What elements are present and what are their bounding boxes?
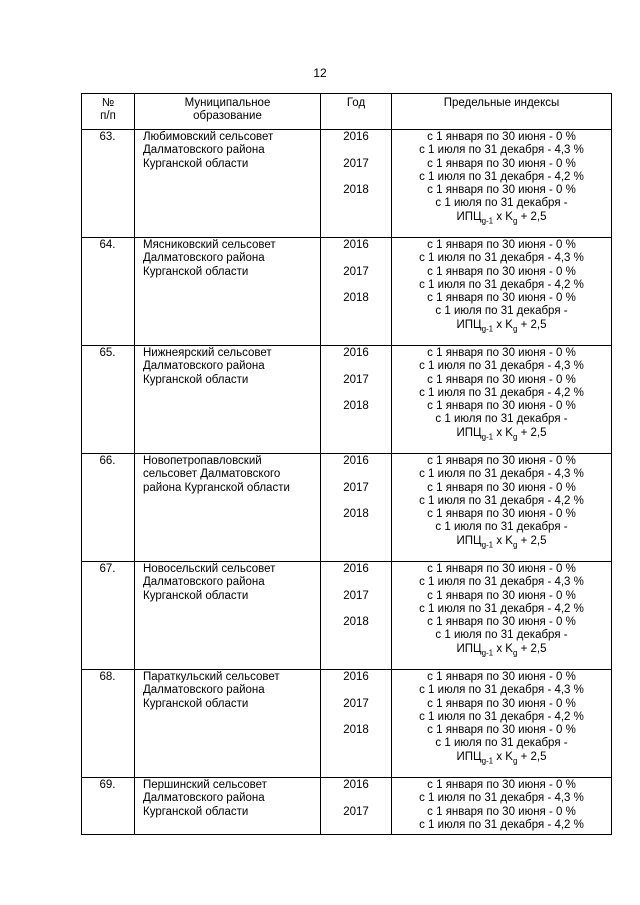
year-2017: 2017: [343, 157, 369, 170]
municipality-name-line3: Курганской области: [143, 697, 249, 710]
table-row: [82, 346, 612, 454]
index-jul-dec-2017: с 1 июля по 31 декабря - 4,2 %: [419, 494, 584, 507]
year-cell: [321, 562, 392, 670]
index-jan-jun-2017: с 1 января по 30 июня - 0 %: [427, 373, 576, 386]
formula-ipc: ИПЦ: [456, 426, 482, 439]
index-jan-jun-2018: с 1 января по 30 июня - 0 %: [427, 184, 576, 197]
municipality-name-line2: Далматовского района: [143, 684, 265, 697]
row-number: 69.: [82, 778, 135, 835]
formula-tail: + 2,5: [517, 642, 547, 655]
municipality-name-line2: Далматовского района: [143, 252, 265, 265]
index-formula: [395, 643, 608, 656]
index-jan-jun-2016: с 1 января по 30 июня - 0 %: [427, 131, 576, 143]
year-spacer: [324, 171, 388, 184]
index-jul-dec-2016: с 1 июля по 31 декабря - 4,3 %: [419, 684, 584, 697]
formula-tail: + 2,5: [517, 210, 547, 223]
municipality-name-line3: Курганской области: [143, 157, 249, 170]
year-2018: 2018: [343, 724, 369, 737]
row-number: 64.: [82, 238, 135, 346]
municipality-name-line1: Новопетропавловский: [143, 455, 262, 467]
municipality-name: [135, 454, 321, 562]
year-2018: 2018: [343, 616, 369, 629]
year-spacer: [324, 603, 388, 616]
formula-k-subscript: g: [512, 756, 518, 766]
index-jan-jun-2017: с 1 января по 30 июня - 0 %: [427, 481, 576, 494]
index-jul-dec-2016: с 1 июля по 31 декабря - 4,3 %: [419, 576, 584, 589]
index-jan-jun-2016: с 1 января по 30 июня - 0 %: [427, 671, 576, 683]
formula-ipc: ИПЦ: [456, 210, 482, 223]
formula-tail: + 2,5: [517, 318, 547, 331]
table-header-row: [82, 94, 612, 130]
index-jan-jun-2016: с 1 января по 30 июня - 0 %: [427, 239, 576, 251]
formula-k-subscript: g: [512, 216, 518, 226]
index-jan-jun-2018: с 1 января по 30 июня - 0 %: [427, 724, 576, 737]
formula-k-subscript: g: [512, 540, 518, 550]
index-jul-dec-2018: с 1 июля по 31 декабря -: [435, 629, 568, 642]
year-spacer: [324, 279, 388, 292]
indices-cell: [392, 346, 612, 454]
municipality-name-line1: Новосельский сельсовет: [143, 563, 276, 575]
index-jan-jun-2017: с 1 января по 30 июня - 0 %: [427, 157, 576, 170]
formula-ipc-subscript: g-1: [481, 540, 494, 550]
index-jan-jun-2018: с 1 января по 30 июня - 0 %: [427, 508, 576, 521]
index-jul-dec-2017: с 1 июля по 31 декабря - 4,2 %: [419, 818, 584, 831]
index-jan-jun-2017: с 1 января по 30 июня - 0 %: [427, 805, 576, 818]
year-2018: 2018: [343, 184, 369, 197]
year-spacer: [324, 144, 388, 157]
formula-ipc: ИПЦ: [456, 750, 482, 763]
index-jan-jun-2016: с 1 января по 30 июня - 0 %: [427, 455, 576, 467]
year-2018: 2018: [343, 292, 369, 305]
table-row: [82, 238, 612, 346]
year-2017: 2017: [343, 373, 369, 386]
year-spacer: [324, 684, 388, 697]
municipality-name: [135, 238, 321, 346]
year-2017: 2017: [343, 805, 369, 818]
formula-ipc: ИПЦ: [456, 642, 482, 655]
year-2017: 2017: [343, 265, 369, 278]
year-2017: 2017: [343, 697, 369, 710]
municipality-name-line3: района Курганской области: [143, 481, 290, 494]
year-spacer: [324, 792, 388, 805]
header-year: Год: [321, 94, 392, 130]
municipality-name: [135, 562, 321, 670]
year-cell: [321, 346, 392, 454]
formula-k-subscript: g: [512, 648, 518, 658]
formula-mult: х K: [493, 642, 513, 655]
municipality-name-line2: Далматовского района: [143, 144, 265, 157]
header-indices: Предельные индексы: [392, 94, 612, 130]
index-jan-jun-2017: с 1 января по 30 июня - 0 %: [427, 265, 576, 278]
year-2016: 2016: [343, 455, 369, 467]
page-number: 12: [313, 66, 327, 80]
index-jul-dec-2017: с 1 июля по 31 декабря - 4,2 %: [419, 278, 584, 291]
row-number: 67.: [82, 562, 135, 670]
year-spacer: [324, 387, 388, 400]
year-2016: 2016: [343, 239, 369, 251]
municipality-name-line3: Курганской области: [143, 265, 249, 278]
index-jul-dec-2017: с 1 июля по 31 декабря - 4,2 %: [419, 710, 584, 723]
formula-mult: х K: [493, 210, 513, 223]
index-jul-dec-2017: с 1 июля по 31 декабря - 4,2 %: [419, 602, 584, 615]
year-cell: [321, 454, 392, 562]
year-cell: [321, 670, 392, 778]
municipality-name: [135, 346, 321, 454]
municipality-name: [135, 778, 321, 835]
formula-k-subscript: g: [512, 432, 518, 442]
index-jan-jun-2016: с 1 января по 30 июня - 0 %: [427, 779, 576, 791]
index-jul-dec-2018: с 1 июля по 31 декабря -: [435, 305, 568, 318]
municipality-name-line1: Любимовский сельсовет: [143, 131, 274, 143]
indices-cell: [392, 454, 612, 562]
year-cell: [321, 778, 392, 835]
index-jan-jun-2017: с 1 января по 30 июня - 0 %: [427, 697, 576, 710]
index-jan-jun-2018: с 1 января по 30 июня - 0 %: [427, 400, 576, 413]
formula-ipc-subscript: g-1: [481, 432, 494, 442]
year-cell: [321, 238, 392, 346]
year-2016: 2016: [343, 779, 369, 791]
municipality-name: [135, 670, 321, 778]
index-jul-dec-2016: с 1 июля по 31 декабря - 4,3 %: [419, 252, 584, 265]
year-2016: 2016: [343, 131, 369, 143]
table-row: [82, 562, 612, 670]
index-jul-dec-2018: с 1 июля по 31 декабря -: [435, 521, 568, 534]
year-2016: 2016: [343, 671, 369, 683]
formula-mult: х K: [493, 750, 513, 763]
formula-ipc-subscript: g-1: [481, 648, 494, 658]
municipality-name: [135, 130, 321, 238]
row-number: 65.: [82, 346, 135, 454]
formula-ipc: ИПЦ: [456, 318, 482, 331]
year-2018: 2018: [343, 400, 369, 413]
header-municipality: [135, 94, 321, 130]
year-spacer: [324, 711, 388, 724]
index-jan-jun-2018: с 1 января по 30 июня - 0 %: [427, 292, 576, 305]
year-2016: 2016: [343, 563, 369, 575]
municipality-name-line1: Параткульский сельсовет: [143, 671, 280, 683]
header-num: [82, 94, 135, 130]
formula-ipc-subscript: g-1: [481, 216, 494, 226]
formula-ipc-subscript: g-1: [481, 756, 494, 766]
row-number: 66.: [82, 454, 135, 562]
indices-cell: [392, 238, 612, 346]
header-num-line2: п/п: [100, 110, 116, 123]
year-cell: [321, 130, 392, 238]
index-jul-dec-2016: с 1 июля по 31 декабря - 4,3 %: [419, 468, 584, 481]
index-jul-dec-2018: с 1 июля по 31 декабря -: [435, 197, 568, 210]
indices-cell: [392, 130, 612, 238]
formula-tail: + 2,5: [517, 750, 547, 763]
index-formula: [395, 319, 608, 332]
formula-tail: + 2,5: [517, 426, 547, 439]
year-2016: 2016: [343, 347, 369, 359]
year-2017: 2017: [343, 589, 369, 602]
index-formula: [395, 211, 608, 224]
table-row: [82, 130, 612, 238]
header-num-line1: №: [101, 97, 115, 109]
formula-mult: х K: [493, 318, 513, 331]
year-spacer: [324, 360, 388, 373]
indices-cell: [392, 778, 612, 835]
formula-k-subscript: g: [512, 324, 518, 334]
formula-mult: х K: [493, 534, 513, 547]
municipality-name-line3: Курганской области: [143, 805, 249, 818]
municipality-name-line2: сельсовет Далматовского: [143, 468, 281, 481]
municipality-name-line1: Першинский сельсовет: [143, 779, 267, 791]
municipality-name-line3: Курганской области: [143, 373, 249, 386]
formula-ipc-subscript: g-1: [481, 324, 494, 334]
index-jul-dec-2016: с 1 июля по 31 декабря - 4,3 %: [419, 360, 584, 373]
index-formula: [395, 535, 608, 548]
formula-mult: х K: [493, 426, 513, 439]
municipality-name-line2: Далматовского района: [143, 792, 265, 805]
tariff-index-table: [81, 93, 612, 835]
index-jul-dec-2016: с 1 июля по 31 декабря - 4,3 %: [419, 792, 584, 805]
municipality-name-line3: Курганской области: [143, 589, 249, 602]
formula-tail: + 2,5: [517, 534, 547, 547]
table-row: [82, 670, 612, 778]
indices-cell: [392, 562, 612, 670]
index-jul-dec-2017: с 1 июля по 31 декабря - 4,2 %: [419, 170, 584, 183]
table-row: [82, 454, 612, 562]
formula-ipc: ИПЦ: [456, 534, 482, 547]
year-2017: 2017: [343, 481, 369, 494]
index-jan-jun-2018: с 1 января по 30 июня - 0 %: [427, 616, 576, 629]
index-formula: [395, 427, 608, 440]
row-number: 63.: [82, 130, 135, 238]
index-jul-dec-2017: с 1 июля по 31 декабря - 4,2 %: [419, 386, 584, 399]
year-spacer: [324, 468, 388, 481]
year-spacer: [324, 576, 388, 589]
row-number: 68.: [82, 670, 135, 778]
municipality-name-line2: Далматовского района: [143, 576, 265, 589]
index-jul-dec-2018: с 1 июля по 31 декабря -: [435, 413, 568, 426]
municipality-name-line2: Далматовского района: [143, 360, 265, 373]
year-spacer: [324, 495, 388, 508]
index-jul-dec-2018: с 1 июля по 31 декабря -: [435, 737, 568, 750]
year-spacer: [324, 252, 388, 265]
header-municipality-line1: Муниципальное: [184, 97, 271, 109]
index-jan-jun-2016: с 1 января по 30 июня - 0 %: [427, 347, 576, 359]
table-row: [82, 778, 612, 835]
year-2018: 2018: [343, 508, 369, 521]
index-formula: [395, 751, 608, 764]
index-jan-jun-2016: с 1 января по 30 июня - 0 %: [427, 563, 576, 575]
index-jul-dec-2016: с 1 июля по 31 декабря - 4,3 %: [419, 144, 584, 157]
index-jan-jun-2017: с 1 января по 30 июня - 0 %: [427, 589, 576, 602]
indices-cell: [392, 670, 612, 778]
header-municipality-line2: образование: [193, 110, 262, 123]
municipality-name-line1: Мясниковский сельсовет: [143, 239, 276, 251]
municipality-name-line1: Нижнеярский сельсовет: [143, 347, 272, 359]
